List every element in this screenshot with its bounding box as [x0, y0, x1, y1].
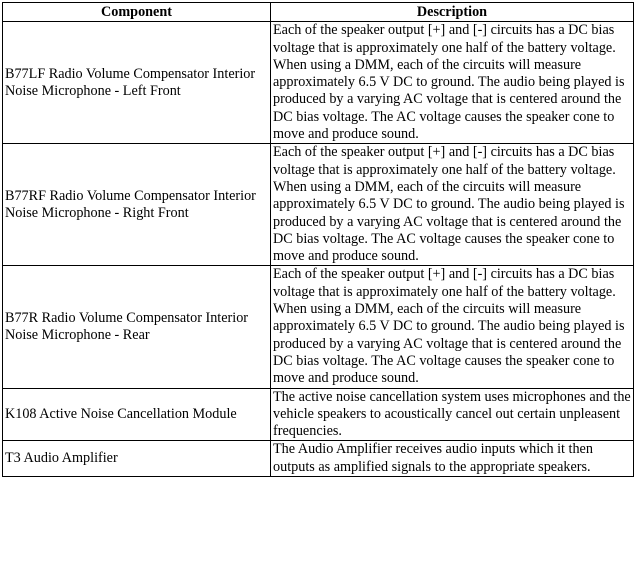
component-description-table — [2, 2, 634, 477]
description-cell: Each of the speaker output [+] and [-] circuits has a DC bias voltage that is approximately one half of the battery voltage. When using a DMM, each of the circuits will measure approximately 6.5 V DC to ground. The audio being played is produced by a varying AC voltage that is centered around the DC bias voltage. The AC voltage causes the speaker cone to move and produce sound. — [271, 266, 634, 388]
table-row — [3, 266, 634, 388]
component-cell: B77R Radio Volume Compensator Interior Noise Microphone - Rear — [3, 266, 271, 388]
table-row — [3, 144, 634, 266]
component-cell: B77LF Radio Volume Compensator Interior Noise Microphone - Left Front — [3, 22, 271, 144]
table-header-row — [3, 3, 634, 22]
component-cell: T3 Audio Amplifier — [3, 441, 271, 477]
component-cell: K108 Active Noise Cancellation Module — [3, 388, 271, 441]
description-cell: The active noise cancellation system uses microphones and the vehicle speakers to acoustically cancel out certain unpleasent frequencies. — [271, 388, 634, 441]
description-cell: The Audio Amplifier receives audio inputs which it then outputs as amplified signals to the appropriate speakers. — [271, 441, 634, 477]
description-cell: Each of the speaker output [+] and [-] circuits has a DC bias voltage that is approximately one half of the battery voltage. When using a DMM, each of the circuits will measure approximately 6.5 V DC to ground. The audio being played is produced by a varying AC voltage that is centered around the DC bias voltage. The AC voltage causes the speaker cone to move and produce sound. — [271, 22, 634, 144]
table-row — [3, 388, 634, 441]
table-row — [3, 22, 634, 144]
component-cell: B77RF Radio Volume Compensator Interior Noise Microphone - Right Front — [3, 144, 271, 266]
description-cell: Each of the speaker output [+] and [-] circuits has a DC bias voltage that is approximately one half of the battery voltage. When using a DMM, each of the circuits will measure approximately 6.5 V DC to ground. The audio being played is produced by a varying AC voltage that is centered around the DC bias voltage. The AC voltage causes the speaker cone to move and produce sound. — [271, 144, 634, 266]
column-header-description: Description — [271, 3, 634, 22]
column-header-component: Component — [3, 3, 271, 22]
table-row — [3, 441, 634, 477]
